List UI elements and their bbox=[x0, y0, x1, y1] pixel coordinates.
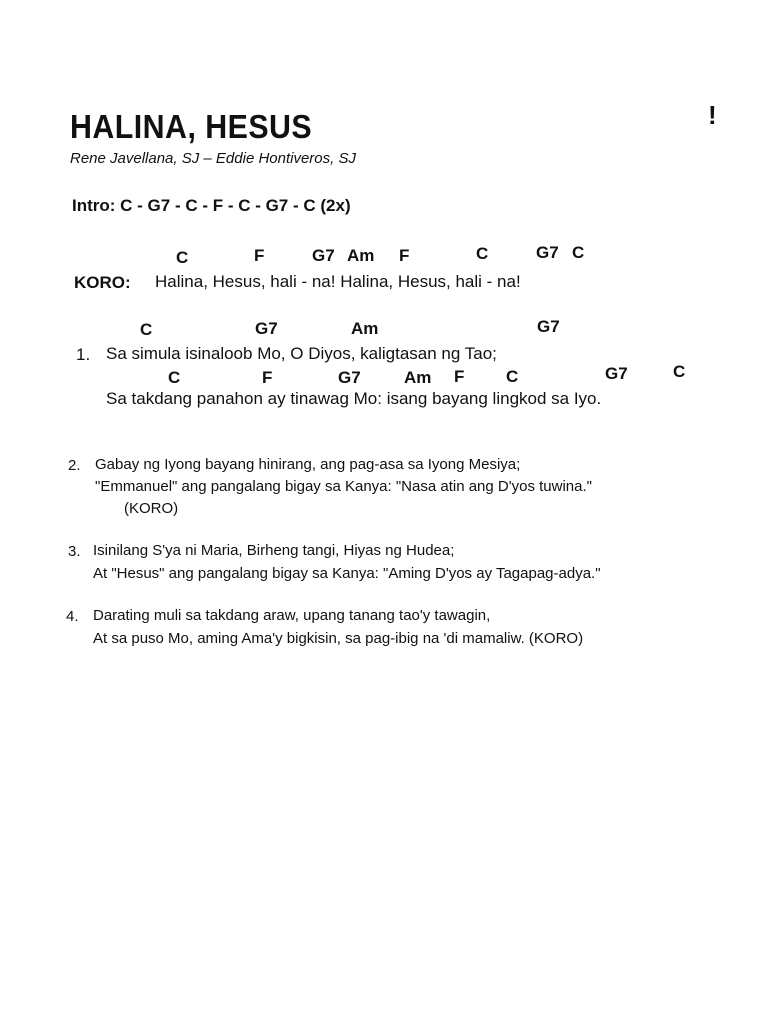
verse4-line1: Darating muli sa takdang araw, upang tanang tao'y tawagin, bbox=[93, 607, 491, 624]
verse1-number: 1. bbox=[76, 345, 91, 364]
koro-chord: C bbox=[572, 243, 585, 262]
koro-chord: G7 bbox=[312, 246, 335, 265]
verse1-line1: Sa simula isinaloob Mo, O Diyos, kaligtasan ng Tao; bbox=[106, 344, 497, 363]
koro-chord: G7 bbox=[536, 243, 559, 262]
verse1-chord: F bbox=[262, 368, 273, 387]
verse1-chord: Am bbox=[351, 319, 379, 338]
verse1-chord: G7 bbox=[338, 368, 361, 387]
verse3-number: 3. bbox=[68, 543, 81, 560]
koro-chord: F bbox=[399, 246, 410, 265]
verse2-koro: (KORO) bbox=[124, 500, 179, 517]
edge-mark: ! bbox=[708, 100, 717, 130]
verse2-line1: Gabay ng Iyong bayang hinirang, ang pag-asa sa Iyong Mesiya; bbox=[95, 456, 521, 473]
verse1-chord: G7 bbox=[537, 317, 560, 336]
intro-line: Intro: C - G7 - C - F - C - G7 - C (2x) bbox=[72, 196, 351, 215]
verse2-number: 2. bbox=[68, 457, 81, 474]
verse3-line1: Isinilang S'ya ni Maria, Birheng tangi, Hiyas ng Hudea; bbox=[93, 542, 455, 559]
verse1-chord: C bbox=[673, 362, 686, 381]
verse1-chord: Am bbox=[404, 368, 432, 387]
verse4-number: 4. bbox=[66, 608, 79, 625]
song-title: HALINA, HESUS bbox=[70, 108, 313, 145]
koro-lyric: Halina, Hesus, hali - na! Halina, Hesus, hali - na! bbox=[155, 272, 521, 291]
verse1-chord: C bbox=[506, 367, 519, 386]
verse3-line2: At "Hesus" ang pangalang bigay sa Kanya: "Aming D'yos ay Tagapag-adya." bbox=[93, 565, 601, 582]
verse1-chord: F bbox=[454, 367, 465, 386]
verse1-chord: C bbox=[140, 320, 153, 339]
verse1-line2: Sa takdang panahon ay tinawag Mo: isang bayang lingkod sa Iyo. bbox=[106, 389, 602, 408]
verse1-chord: C bbox=[168, 368, 181, 387]
verse2-line2: "Emmanuel" ang pangalang bigay sa Kanya: "Nasa atin ang D'yos tuwina." bbox=[95, 478, 592, 495]
koro-chord: C bbox=[176, 248, 189, 267]
koro-chord: C bbox=[476, 244, 489, 263]
song-authors: Rene Javellana, SJ – Eddie Hontiveros, SJ bbox=[70, 150, 356, 167]
koro-label: KORO: bbox=[74, 273, 131, 292]
koro-chord: Am bbox=[347, 246, 375, 265]
verse1-chord: G7 bbox=[255, 319, 278, 338]
verse4-line2: At sa puso Mo, aming Ama'y bigkisin, sa pag-ibig na 'di mamaliw. (KORO) bbox=[93, 630, 584, 647]
verse1-chord: G7 bbox=[605, 364, 628, 383]
koro-chord: F bbox=[254, 246, 265, 265]
